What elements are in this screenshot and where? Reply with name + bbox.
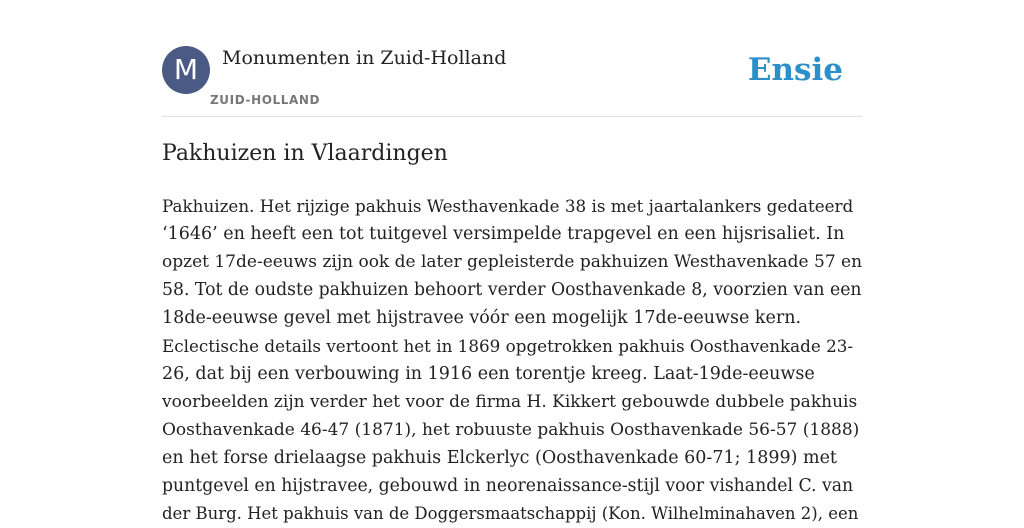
ensie-logo[interactable]: Ensie bbox=[747, 52, 843, 88]
body-line: opzet 17de-eeuws zijn ook de later gepleisterde pakhuizen Westhavenkade 57 en bbox=[162, 252, 863, 272]
avatar[interactable]: M bbox=[162, 46, 210, 94]
body-line: voorbeelden zijn verder het voor de firma H. Kikkert gebouwde dubbele pakhuis bbox=[162, 392, 858, 412]
body-line: Eclectische details vertoont het in 1869 opgetrokken pakhuis Oosthavenkade 23- bbox=[162, 336, 854, 356]
body-line: Pakhuizen. Het rijzige pakhuis Westhavenkade 38 is met jaartalankers gedateerd bbox=[162, 196, 854, 216]
body-line: 58. Tot de oudste pakhuizen behoort verder Oosthavenkade 8, voorzien van een bbox=[162, 280, 862, 300]
body-line: der Burg. Het pakhuis van de Doggersmaatschappij (Kon. Wilhelminahaven 2), een bbox=[162, 504, 859, 523]
body-line: ‘1646’ en heeft een tot tuitgevel versimpelde trapgevel en een hijsrisaliet. In bbox=[162, 224, 845, 244]
article-title: Pakhuizen in Vlaardingen bbox=[162, 141, 448, 166]
article-body bbox=[162, 192, 862, 528]
category-link[interactable]: ZUID-HOLLAND bbox=[210, 93, 321, 107]
site-header bbox=[162, 46, 862, 117]
body-line: 26, dat bij een verbouwing in 1916 een torentje kreeg. Laat-19de-eeuwse bbox=[162, 364, 815, 384]
body-line: puntgevel en hijstravee, gebouwd in neorenaissance-stijl voor vishandel C. van bbox=[162, 476, 854, 496]
body-line: Oosthavenkade 46-47 (1871), het robuuste pakhuis Oosthavenkade 56-57 (1888) bbox=[162, 420, 860, 440]
body-line: en het forse drielaagse pakhuis Elckerlyc (Oosthavenkade 60-71; 1899) met bbox=[162, 448, 837, 468]
body-line: 18de-eeuwse gevel met hijstravee vóór een mogelijk 17de-eeuwse kern. bbox=[162, 308, 802, 328]
site-title-link[interactable]: Monumenten in Zuid-Holland bbox=[222, 47, 507, 69]
